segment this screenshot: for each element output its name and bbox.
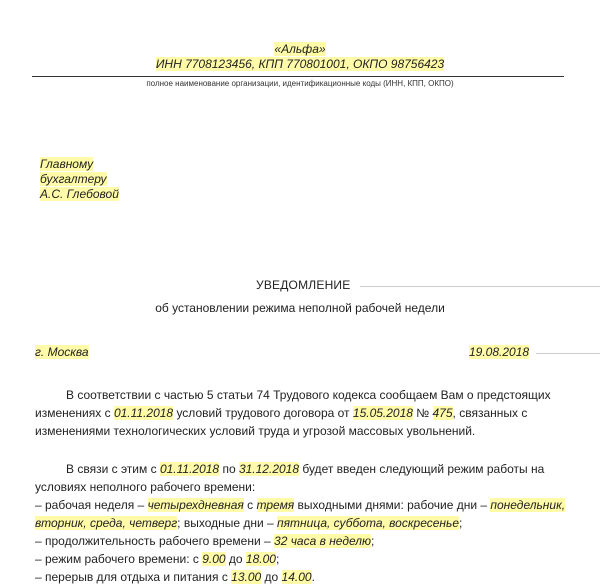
contract-date: 15.05.2018 xyxy=(352,406,413,420)
title-divider xyxy=(360,286,600,287)
paragraph-line: изменениях с 01.11.2018 условий трудового договора от 15.05.2018 № 475, связанных с xyxy=(35,406,528,420)
paragraph-schedule xyxy=(35,460,575,586)
document-title: УВЕДОМЛЕНИЕ xyxy=(256,278,351,292)
change-date: 01.11.2018 xyxy=(113,406,174,420)
document-date: 19.08.2018 xyxy=(469,345,530,359)
paragraph-line: изменениями технологических условий труда и угрозой массовых увольнений. xyxy=(35,424,476,438)
organization-caption: полное наименование организации, идентификационные коды (ИНН, КПП, ОКПО) xyxy=(146,79,454,88)
list-item-break: – перерыв для отдыха и питания с 13.00 до 14.00. xyxy=(35,570,315,584)
paragraph-line: В соответствии с частью 5 статьи 74 Трудового кодекса сообщаем Вам о предстоящих xyxy=(66,388,551,402)
list-item-work-week: – рабочая неделя – четырехдневная с тремя выходными днями: рабочие дни – понедельник, xyxy=(35,498,566,512)
paragraph-line: В связи с этим с 01.11.2018 по 31.12.2018 будет введен следующий режим работы на xyxy=(66,462,545,476)
date-divider xyxy=(536,353,600,354)
addressee-line-3: А.С. Глебовой xyxy=(40,187,119,201)
organization-name: «Альфа» xyxy=(274,42,326,56)
period-start: 01.11.2018 xyxy=(159,462,220,476)
addressee-line-2: бухгалтеру xyxy=(40,172,107,186)
list-item-hours: – режим рабочего времени: с 9.00 до 18.00; xyxy=(35,552,280,566)
addressee-line-1: Главному xyxy=(40,157,94,171)
addressee-block xyxy=(40,157,119,202)
organization-codes: ИНН 7708123456, КПП 770801001, ОКПО 98756423 xyxy=(155,57,445,71)
organization-underline xyxy=(32,76,564,77)
contract-number: 475 xyxy=(432,406,453,420)
period-end: 31.12.2018 xyxy=(238,462,300,476)
document-city: г. Москва xyxy=(35,345,89,359)
paragraph-notice xyxy=(35,386,575,440)
list-item-duration: – продолжительность рабочего времени – 32 часа в неделю; xyxy=(35,534,375,548)
document-subtitle: об установлении режима неполной рабочей недели xyxy=(155,301,445,315)
list-item-days: вторник, среда, четверг; выходные дни – пятница, суббота, воскресенье; xyxy=(35,516,463,530)
paragraph-line: условиях неполного рабочего времени: xyxy=(35,480,256,494)
